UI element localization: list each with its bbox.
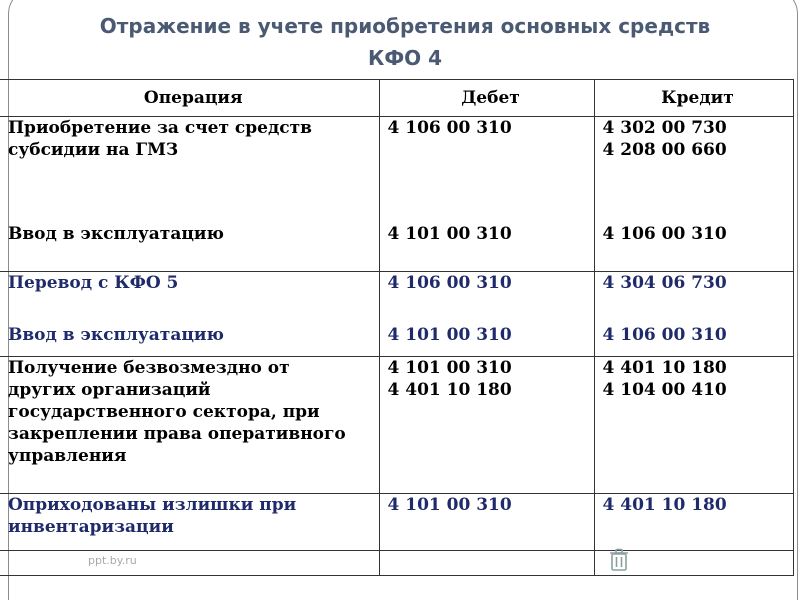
- operation-cell: [0, 551, 379, 576]
- table-header-row: [0, 80, 793, 117]
- credit-account: 4 304 06 730: [602, 273, 727, 293]
- debit-cell: [379, 494, 594, 551]
- credit-account: 4 106 00 310: [602, 224, 727, 244]
- accounting-table: [0, 79, 794, 576]
- operation-cell: [0, 272, 379, 357]
- credit-account: 4 208 00 660: [602, 140, 727, 160]
- debit-account: 4 401 10 180: [387, 380, 512, 400]
- credit-account: 4 401 10 180: [602, 495, 727, 515]
- header-operation: Операция: [0, 80, 379, 117]
- credit-account: 4 106 00 310: [602, 325, 727, 345]
- trash-icon[interactable]: [609, 548, 629, 572]
- operation-text: Оприходованы излишки при инвентаризации: [8, 495, 297, 537]
- title-line-1: Отражение в учете приобретения основных средств: [99, 14, 711, 38]
- spacer: [8, 161, 379, 223]
- header-debit: Дебет: [379, 80, 594, 117]
- operation-cell: [0, 117, 379, 272]
- operation-text: Перевод с КФО 5: [8, 273, 179, 293]
- table-row: [0, 272, 793, 357]
- debit-account: 4 101 00 310: [387, 358, 512, 378]
- operation-text: Ввод в эксплуатацию: [8, 325, 224, 345]
- debit-account: 4 101 00 310: [387, 224, 512, 244]
- spacer: [603, 294, 793, 324]
- slide-title: [0, 10, 800, 74]
- debit-cell: [379, 272, 594, 357]
- title-line-2: КФО 4: [367, 46, 443, 70]
- operation-cell: [0, 357, 379, 494]
- credit-cell: [594, 117, 793, 272]
- debit-account: 4 101 00 310: [387, 495, 512, 515]
- operation-text: Получение безвозмездно от других организаций государственного сектора, при закреплении права оперативного управления: [8, 358, 346, 466]
- debit-cell: [379, 117, 594, 272]
- credit-account: 4 401 10 180: [602, 358, 727, 378]
- credit-cell: [594, 272, 793, 357]
- debit-account: 4 106 00 310: [387, 273, 512, 293]
- header-credit: Кредит: [594, 80, 793, 117]
- credit-cell: [594, 494, 793, 551]
- debit-cell: [379, 551, 594, 576]
- spacer: [603, 161, 793, 223]
- debit-account: 4 106 00 310: [387, 118, 512, 138]
- debit-account: 4 101 00 310: [387, 325, 512, 345]
- credit-account: 4 302 00 730: [602, 118, 727, 138]
- spacer: [388, 139, 594, 223]
- operation-cell: [0, 494, 379, 551]
- operation-text: Приобретение за счет средств субсидии на ГМЗ: [8, 118, 312, 160]
- watermark-text: ppt.by.ru: [88, 554, 137, 567]
- credit-cell: [594, 357, 793, 494]
- debit-cell: [379, 357, 594, 494]
- spacer: [388, 294, 594, 324]
- operation-text: Ввод в эксплуатацию: [8, 224, 224, 244]
- table-row: [0, 357, 793, 494]
- spacer: [8, 294, 379, 324]
- credit-account: 4 104 00 410: [602, 380, 727, 400]
- table-row: [0, 117, 793, 272]
- table-row: [0, 494, 793, 551]
